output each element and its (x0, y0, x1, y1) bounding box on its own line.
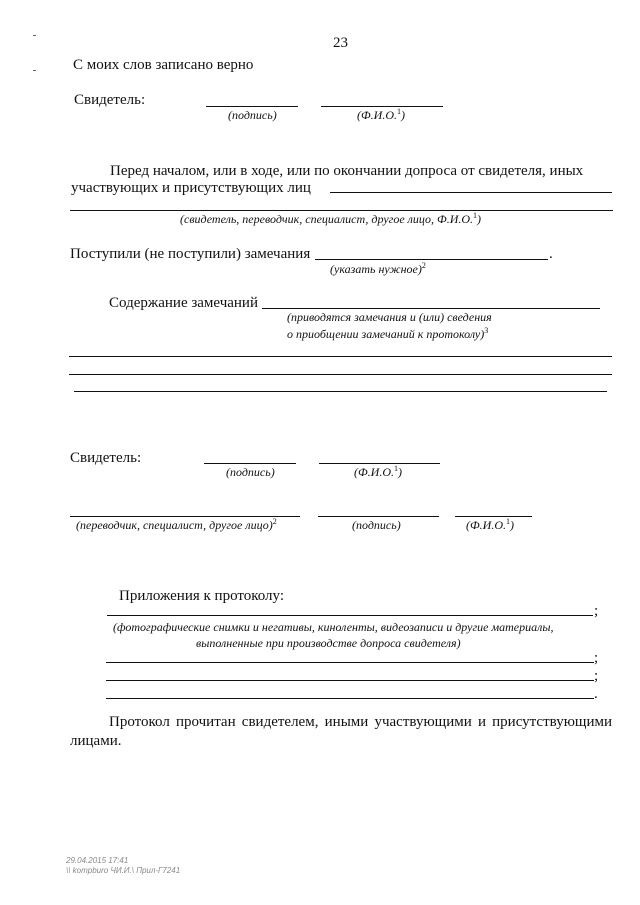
page-number: 23 (333, 35, 348, 51)
semicolon-3: ; (594, 668, 599, 684)
remarks-line-2 (69, 374, 612, 375)
remarks-received-text: Поступили (не поступили) замечания (70, 246, 311, 262)
attachments-line-1 (107, 615, 593, 616)
attachments-line-4 (106, 698, 594, 699)
witness-label-2: Свидетель: (70, 450, 142, 466)
persons-caption: (свидетель, переводчик, специалист, другое лицо, Ф.И.О.$^1$) (180, 211, 482, 226)
remarks-line-3 (74, 391, 607, 392)
translator-fio-caption: (Ф.И.О.$^1$) (466, 517, 514, 532)
fio-caption: (Ф.И.О.$^1$) (357, 107, 405, 122)
remarks-line-1 (69, 356, 612, 357)
remarks-content-line (262, 308, 600, 309)
semicolon-1: ; (594, 603, 599, 619)
signature-line-2 (204, 463, 296, 464)
attachments-caption-line2: выполненные при производстве допроса свидетеля) (196, 636, 461, 650)
fio-line (321, 106, 443, 107)
translator-signature-line (318, 516, 439, 517)
written-correctly-text: С моих слов записано верно (73, 57, 254, 73)
translator-line (70, 516, 300, 517)
paragraph-before-line2: участвующих и присутствующих лиц (71, 180, 311, 196)
protocol-read-line1: Протокол прочитан свидетелем, иными участвующими и присутствующими (109, 714, 612, 730)
witness-label: Свидетель: (74, 92, 146, 108)
persons-line (330, 192, 612, 193)
paragraph-before-line1: Перед началом, или в ходе, или по окончании допроса от свидетеля, иных (110, 163, 584, 179)
semicolon-2: ; (594, 650, 599, 666)
attachments-title: Приложения к протоколу: (119, 588, 285, 604)
translator-caption: (переводчик, специалист, другое лицо)$^2$ (76, 517, 277, 532)
signature-line (206, 106, 298, 107)
margin-mark (33, 35, 36, 36)
attachments-line-3 (106, 680, 594, 681)
translator-fio-line (455, 516, 532, 517)
specify-caption: (указать нужное)$^2$ (330, 261, 426, 276)
margin-mark (33, 70, 36, 71)
period: . (549, 246, 553, 262)
protocol-read-line2: лицами. (70, 733, 122, 749)
fio-caption-2: (Ф.И.О.$^1$) (354, 464, 402, 479)
remarks-caption-line2: о приобщении замечаний к протоколу)$^3$ (287, 326, 489, 341)
footer-file-path: \\ kompburo ЧИ.И.\ Прил-Г7241 (66, 866, 181, 875)
attachments-line-2 (106, 662, 594, 663)
signature-caption: (подпись) (228, 108, 277, 122)
footer-timestamp: 29.04.2015 17:41 (66, 856, 129, 865)
remarks-content-label: Содержание замечаний (109, 295, 258, 311)
remarks-caption-line1: (приводятся замечания и (или) сведения (287, 310, 492, 324)
translator-signature-caption: (подпись) (352, 518, 401, 532)
period-2: . (594, 686, 598, 702)
signature-caption-2: (подпись) (226, 465, 275, 479)
fio-line-2 (319, 463, 440, 464)
remarks-received-line (315, 259, 548, 260)
persons-line-2 (70, 210, 613, 211)
attachments-caption-line1: (фотографические снимки и негативы, киноленты, видеозаписи и другие материалы, (113, 620, 554, 634)
